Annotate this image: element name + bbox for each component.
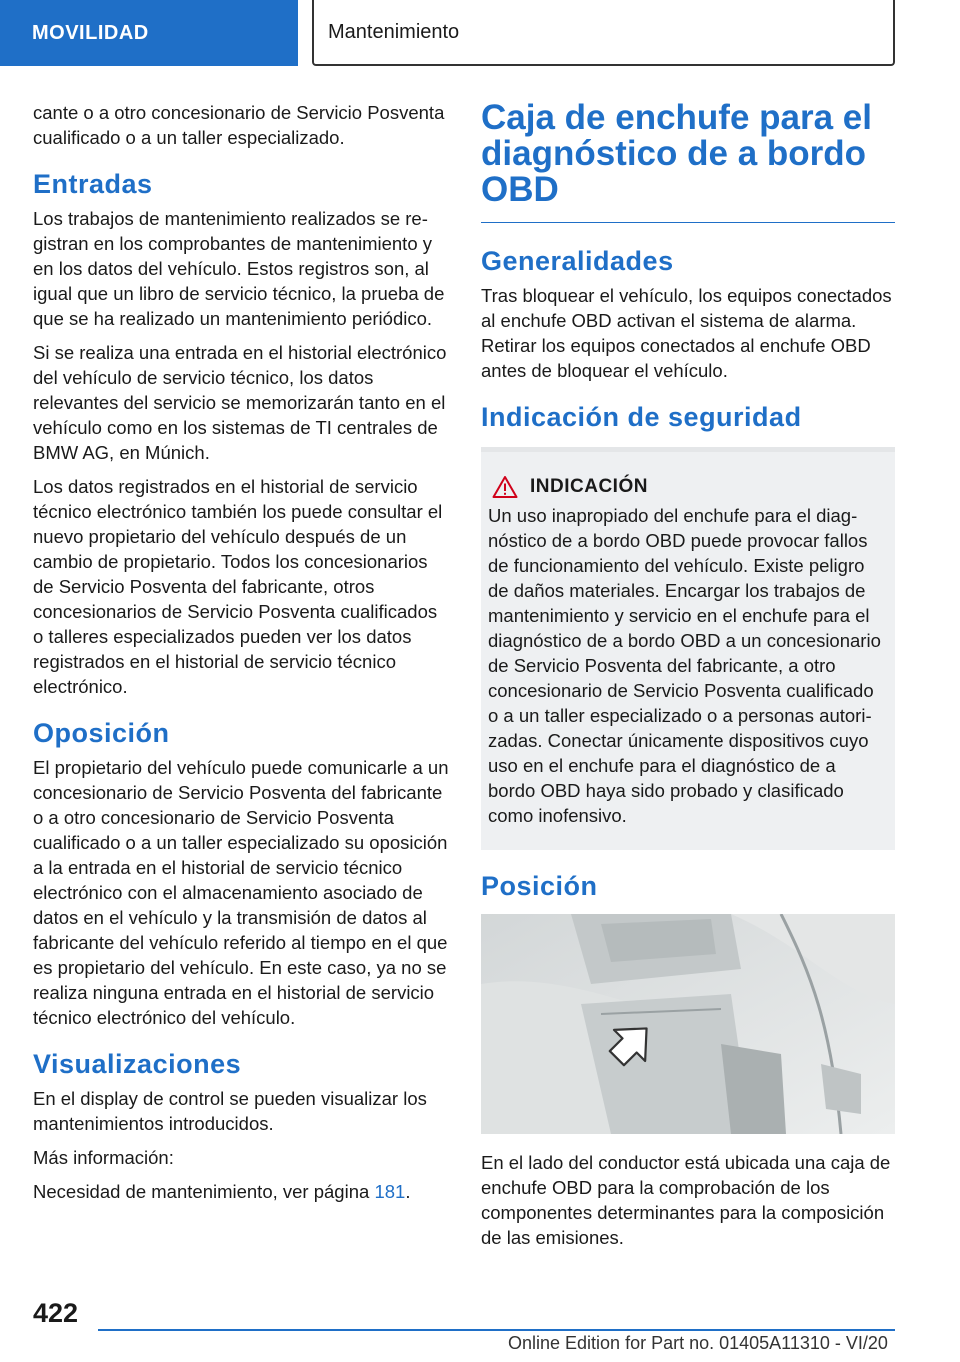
footer-divider — [98, 1329, 895, 1331]
posicion-caption: En el lado del conductor está ubicada una caja de enchufe OBD para la comprobación de los componentes determinantes para la composición de las emisiones. — [481, 1152, 891, 1248]
reference-end: . — [405, 1181, 411, 1202]
safety-notice — [481, 452, 895, 850]
oposicion-paragraph: El propietario del vehículo puede comunicarle a un concesionario de Servicio Posventa del fabricante o a otro concesionario de Servicio Posventa cualificado o a un taller especializado su oposición a la entrada en el historial de servicio técnico electrónico con el almacenamiento asociado de datos en el vehículo y la transmisión de datos al fabricante del vehículo referido al tiempo en el que es propietario del vehículo. En este caso, ya no se realiza ninguna entrada en el historial de servicio técnico electrónico del vehículo. — [33, 757, 449, 1028]
footer-edition: Online Edition for Part no. 01405A11310 - VI/20 — [508, 1333, 888, 1353]
intro-paragraph: cante o a otro concesionario de Servicio Posventa cualificado o a un taller especializado. — [33, 102, 445, 148]
generalidades-heading: Generalidades — [481, 246, 674, 276]
notice-text: Un uso inapropiado del enchufe para el diagnóstico de a bordo OBD puede provocar fallos de funcionamiento del vehículo. Existe peligro de daños materiales. Encargar los trabajos de mantenimiento y servicio en el enchufe para el diagnóstico de a bordo OBD a un concesionario de Servicio Posventa del fabricante, a otro concesionario de Servicio Posventa cualificado o a un taller especializado o a personas autorizadas. Conectar únicamente dispositivos cuyo uso en el enchufe para el diagnóstico de a bordo OBD haya sido probado y clasificado como inofensivo. — [488, 505, 881, 826]
visualizaciones-paragraph-3 — [33, 1179, 449, 1204]
left-column — [33, 100, 449, 1213]
notice-header — [488, 474, 887, 499]
obd-title: Caja de enchufe para el diagnóstico de a bordo OBD — [481, 98, 872, 209]
chapter-tab: Mantenimiento — [312, 0, 895, 66]
generalidades-paragraph: Tras bloquear el vehículo, los equipos conectados al enchufe OBD activan el sistema de alarma. Retirar los equipos conectados al enchufe OBD antes de bloquear el vehículo. — [481, 285, 892, 381]
section-tab: MOVILIDAD — [0, 0, 298, 66]
posicion-heading: Posición — [481, 871, 598, 901]
oposicion-heading: Oposición — [33, 718, 170, 748]
visualizaciones-paragraph-2: Más información: — [33, 1147, 174, 1168]
entradas-heading: Entradas — [33, 169, 153, 199]
visualizaciones-paragraph-1: En el display de control se pueden visualizar los mantenimientos introducidos. — [33, 1088, 427, 1134]
warning-triangle-icon — [492, 475, 518, 499]
reference-text: Necesidad de mantenimiento, ver página — [33, 1181, 375, 1202]
page-number: 422 — [33, 1298, 79, 1328]
seguridad-heading: Indicación de seguridad — [481, 402, 802, 432]
entradas-paragraph-2: Si se realiza una entrada en el historial electrónico del vehículo de servicio técnico, los datos relevantes del servicio se memorizarán tanto en el vehículo como en los sistemas de TI centrales de BMW AG, en Múnich. — [33, 342, 447, 463]
entradas-paragraph-3: Los datos registrados en el historial de servicio técnico electrónico también los puede consultar el nuevo propietario del vehículo después de un cambio de propietario. Todos los concesionarios de Servicio Posventa del fabricante, otros concesionarios de Servicio Posventa cualificados o talleres especializados pueden ver los datos registrados en el historial de servicio técnico electrónico. — [33, 476, 443, 697]
obd-location-photo — [481, 914, 895, 1134]
right-column — [481, 100, 895, 1259]
notice-label: INDICACIÓN — [530, 476, 648, 497]
entradas-paragraph-1: Los trabajos de mantenimiento realizados se registran en los comprobantes de mantenimiento y en los datos del vehículo. Estos registros son, al igual que un libro de servicio técnico, la prueba de que se ha realizado un mantenimiento periódico. — [33, 208, 445, 329]
page-reference-link[interactable]: 181 — [374, 1181, 406, 1202]
title-divider — [481, 222, 895, 223]
visualizaciones-heading: Visualizaciones — [33, 1049, 242, 1079]
